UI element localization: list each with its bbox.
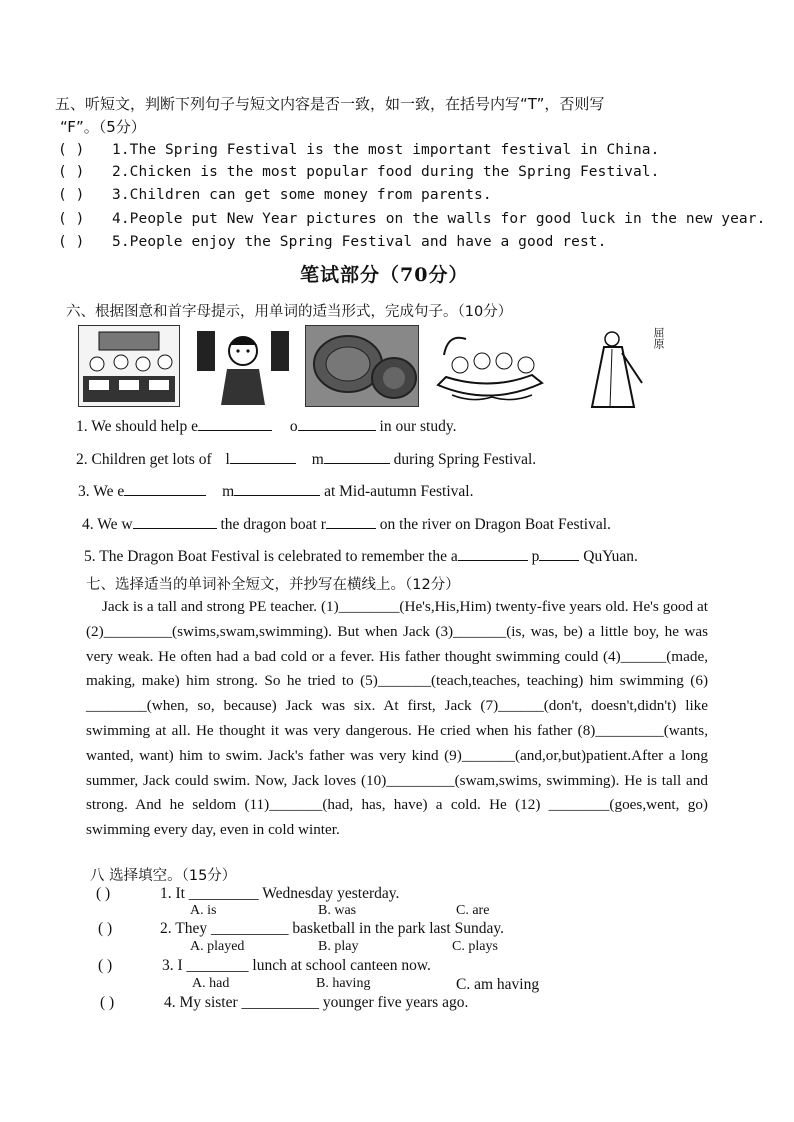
- option-a[interactable]: A. had: [192, 976, 230, 991]
- question-stem: 1. It _________ Wednesday yesterday.: [160, 885, 400, 902]
- sentence-text: during Spring Festival.: [393, 451, 537, 468]
- classroom-icon: [79, 326, 179, 406]
- option-c[interactable]: C. am having: [456, 976, 540, 993]
- fill-sentence-2: [76, 451, 536, 469]
- section5-instruction-line1: 五、听短文，判断下列句子与短文内容是否一致，如一致，在括号内写“T”，否则写: [55, 95, 605, 113]
- quyuan-picture: [582, 323, 670, 409]
- sentence-text: 2. Children get lots of: [76, 451, 212, 468]
- written-part-title: 笔试部分（70分）: [300, 264, 469, 286]
- answer-bracket[interactable]: ( ): [58, 234, 85, 250]
- section8-instruction: 八 选择填空。（15分）: [90, 868, 237, 884]
- sentence-text: o: [289, 418, 298, 435]
- answer-bracket[interactable]: ( ): [58, 142, 85, 158]
- answer-bracket[interactable]: ( ): [100, 994, 115, 1011]
- dragon-boat-icon: [432, 325, 548, 407]
- sentence-text: l: [225, 451, 230, 468]
- answer-blank[interactable]: [324, 451, 390, 464]
- cloze-passage: Jack is a tall and strong PE teacher. (1)________(He's,His,Him) twenty-five years old. He's good at (2)_________(swims,swam,swimming). But when Jack (3)_______(is, was, be) a little boy, he was very weak. He often had a bad cold or a fever. His father thought swimming could (4)______(made, making, make) him strong. So he tried to (5)_______(teach,teaches, teaching) him swimming (6) ________(when, so, because) Jack was six. At first, Jack (7)______(don't, doesn't,didn't) like swimming at all. He thought it was very dangerous. He cried when his father (8)_________(wants, wanted, want) him to swim. Jack's father was very kind (9)_______(and,or,but)patient.After a long summer, Jack could swim. Now, Jack loves (10)_________(swam,swims, swimming). He is tall and strong. And he seldom (11)_______(had, has, have) a cold. He (12) ________(goes,went, go) swimming every day, even in cold winter.: [86, 598, 708, 839]
- answer-blank[interactable]: [298, 418, 376, 431]
- option-c[interactable]: C. are: [456, 903, 490, 918]
- dragon-boat-picture: [432, 325, 548, 407]
- answer-blank[interactable]: [230, 451, 296, 464]
- section5-item-text: 5.People enjoy the Spring Festival and have a good rest.: [112, 234, 607, 250]
- section5-item-text: 4.People put New Year pictures on the walls for good luck in the new year.: [112, 211, 766, 227]
- fill-sentence-5: [84, 548, 638, 566]
- picture5-caption: 屈原: [652, 327, 665, 349]
- section6-instruction: 六、根据图意和首字母提示，用单词的适当形式，完成句子。（10分）: [66, 304, 513, 320]
- section5-item-text: 1.The Spring Festival is the most important festival in China.: [112, 142, 660, 158]
- fill-sentence-1: [76, 418, 456, 436]
- question-stem: 2. They __________ basketball in the park last Sunday.: [160, 920, 504, 937]
- sentence-text: on the river on Dragon Boat Festival.: [379, 516, 611, 533]
- sentence-text: 1. We should help e: [76, 418, 199, 435]
- answer-blank[interactable]: [124, 483, 206, 496]
- section5-item-text: 3.Children can get some money from parents.: [112, 187, 492, 203]
- answer-blank[interactable]: [326, 516, 376, 529]
- red-packet-girl-picture: [193, 325, 293, 405]
- sentence-text: p: [531, 548, 540, 565]
- section7-instruction: 七、选择适当的单词补全短文，并抄写在横线上。（12分）: [86, 577, 460, 593]
- option-b[interactable]: B. having: [316, 976, 371, 991]
- answer-bracket[interactable]: ( ): [58, 164, 85, 180]
- answer-bracket[interactable]: ( ): [96, 885, 111, 902]
- sentence-text: 3. We e: [78, 483, 125, 500]
- answer-bracket[interactable]: ( ): [58, 211, 85, 227]
- answer-blank[interactable]: [234, 483, 320, 496]
- option-b[interactable]: B. was: [318, 903, 357, 918]
- sentence-text: in our study.: [379, 418, 457, 435]
- sentence-text: QuYuan.: [583, 548, 638, 565]
- sentence-text: the dragon boat r: [220, 516, 326, 533]
- option-b[interactable]: B. play: [318, 939, 359, 954]
- sentence-text: m: [222, 483, 235, 500]
- mooncake-picture: [305, 325, 419, 407]
- mooncake-icon: [306, 326, 418, 406]
- option-c[interactable]: C. plays: [452, 939, 498, 954]
- answer-bracket[interactable]: ( ): [98, 920, 113, 937]
- sentence-text: 5. The Dragon Boat Festival is celebrated to remember the a: [84, 548, 458, 565]
- sentence-text: at Mid-autumn Festival.: [324, 483, 474, 500]
- child-with-red-packets-icon: [193, 325, 293, 405]
- fill-sentence-4: [82, 516, 611, 534]
- option-a[interactable]: A. is: [190, 903, 217, 918]
- sentence-text: m: [311, 451, 324, 468]
- answer-blank[interactable]: [198, 418, 272, 431]
- answer-bracket[interactable]: ( ): [98, 957, 113, 974]
- answer-blank[interactable]: [458, 548, 528, 561]
- answer-blank[interactable]: [539, 548, 579, 561]
- answer-bracket[interactable]: ( ): [58, 187, 85, 203]
- section5-instruction-line2: “F”。（5分）: [60, 118, 146, 136]
- question-stem: 4. My sister __________ younger five years ago.: [164, 994, 469, 1011]
- question-stem: 3. I ________ lunch at school canteen now.: [162, 957, 431, 974]
- option-a[interactable]: A. played: [190, 939, 245, 954]
- sentence-text: 4. We w: [82, 516, 133, 533]
- quyuan-icon: [582, 323, 652, 409]
- answer-blank[interactable]: [133, 516, 217, 529]
- classroom-picture: [78, 325, 180, 407]
- fill-sentence-3: [78, 483, 473, 501]
- section5-item-text: 2.Chicken is the most popular food during the Spring Festival.: [112, 164, 660, 180]
